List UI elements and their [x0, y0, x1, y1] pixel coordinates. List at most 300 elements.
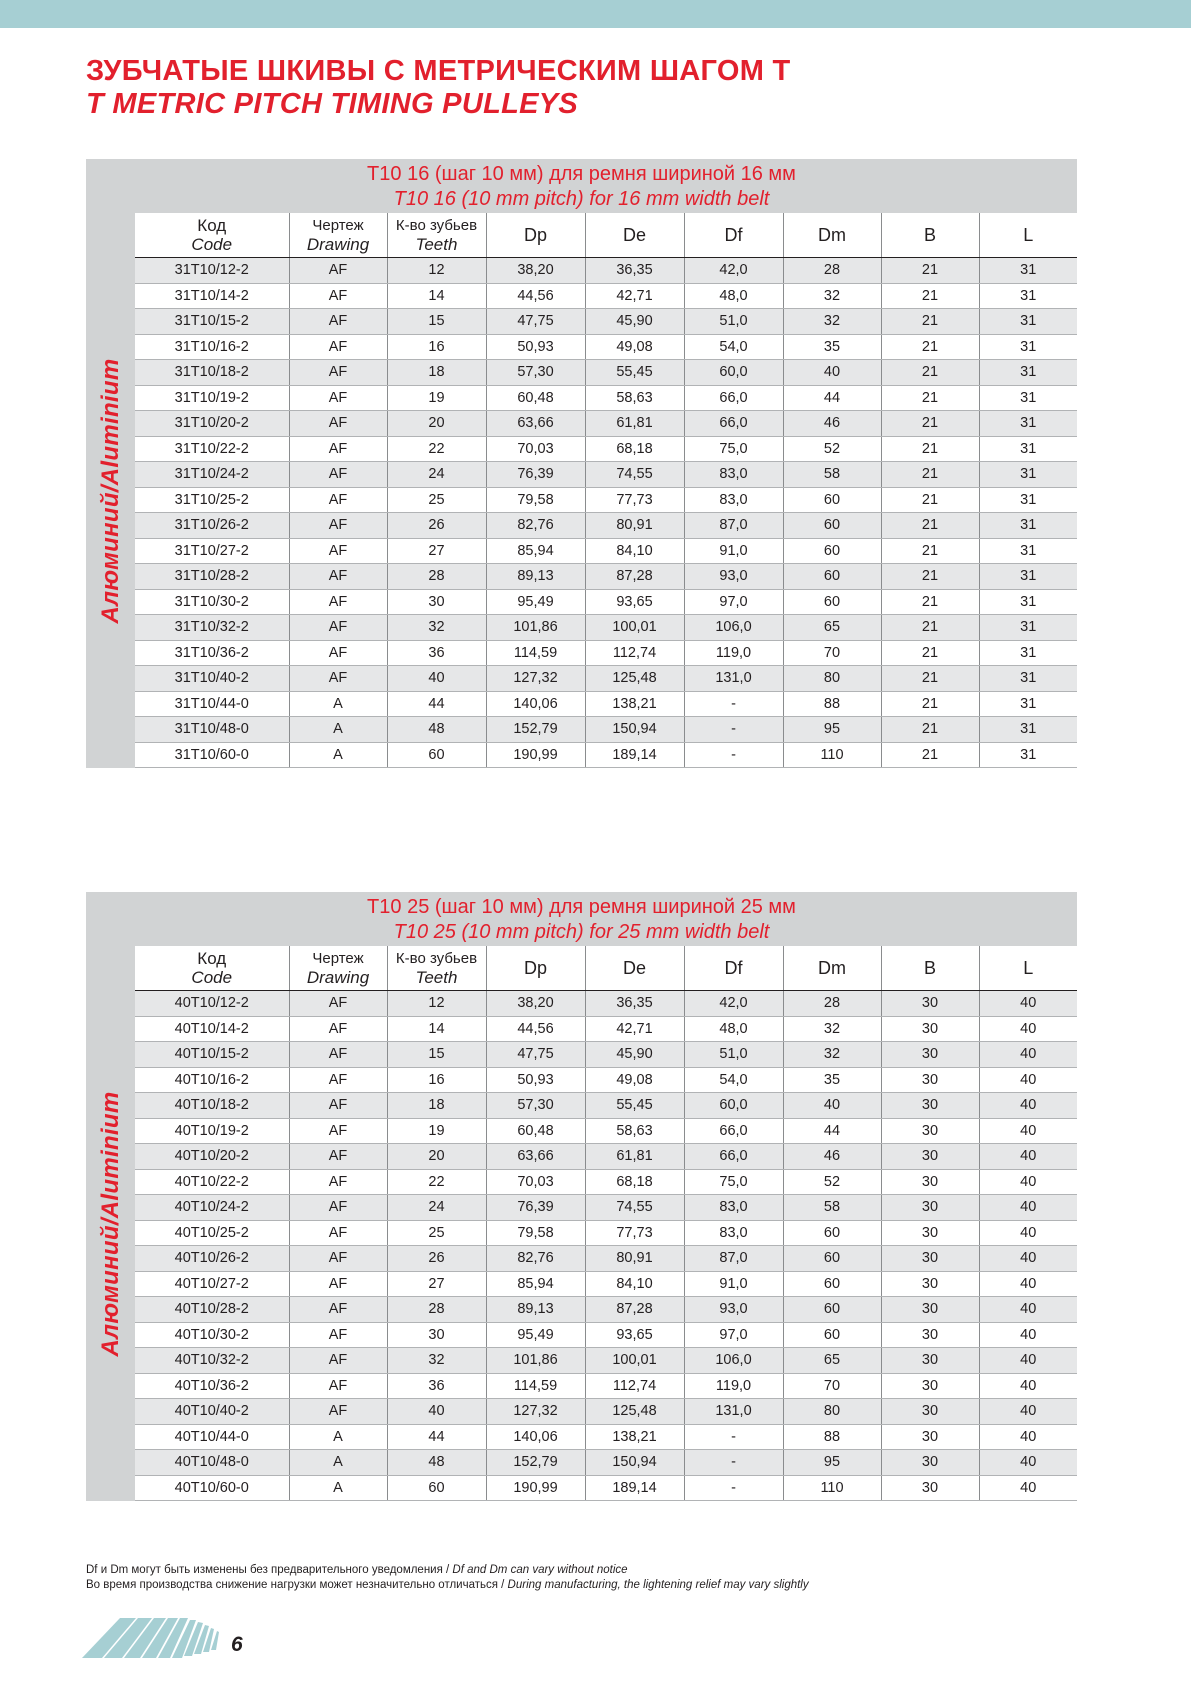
cell-b: 30 — [881, 1144, 979, 1170]
col-header-b: B — [881, 946, 979, 991]
cell-drawing: AF — [289, 1297, 387, 1323]
cell-dp: 101,86 — [486, 615, 585, 641]
cell-b: 21 — [881, 462, 979, 488]
table-row — [135, 360, 1077, 386]
cell-l: 40 — [979, 1169, 1077, 1195]
cell-b: 21 — [881, 717, 979, 743]
cell-dp: 44,56 — [486, 283, 585, 309]
cell-b: 21 — [881, 742, 979, 768]
cell-df: - — [684, 691, 783, 717]
col-header-df: Df — [684, 213, 783, 258]
cell-de: 68,18 — [585, 1169, 684, 1195]
cell-dm: 110 — [783, 1475, 881, 1501]
cell-dp: 47,75 — [486, 309, 585, 335]
cell-drawing: AF — [289, 666, 387, 692]
cell-df: 87,0 — [684, 513, 783, 539]
cell-b: 21 — [881, 436, 979, 462]
cell-teeth: 27 — [387, 538, 486, 564]
cell-dm: 110 — [783, 742, 881, 768]
cell-drawing: A — [289, 717, 387, 743]
cell-b: 30 — [881, 1297, 979, 1323]
cell-de: 45,90 — [585, 309, 684, 335]
cell-code: 31T10/19-2 — [135, 385, 289, 411]
cell-b: 30 — [881, 1322, 979, 1348]
cell-de: 112,74 — [585, 1373, 684, 1399]
cell-b: 21 — [881, 666, 979, 692]
cell-code: 31T10/12-2 — [135, 258, 289, 284]
cell-de: 100,01 — [585, 1348, 684, 1374]
cell-dm: 60 — [783, 564, 881, 590]
table-row — [135, 1118, 1077, 1144]
pulley-section-t10-16 — [86, 159, 1077, 768]
cell-df: - — [684, 1475, 783, 1501]
table-row — [135, 1322, 1077, 1348]
cell-code: 40T10/26-2 — [135, 1246, 289, 1272]
cell-teeth: 48 — [387, 717, 486, 743]
cell-drawing: AF — [289, 1348, 387, 1374]
cell-teeth: 60 — [387, 1475, 486, 1501]
cell-dm: 60 — [783, 538, 881, 564]
cell-dp: 95,49 — [486, 1322, 585, 1348]
col-header-code: Код Code — [135, 213, 289, 258]
table-row — [135, 1016, 1077, 1042]
table-row — [135, 283, 1077, 309]
table-row — [135, 742, 1077, 768]
cell-code: 40T10/19-2 — [135, 1118, 289, 1144]
cell-de: 36,35 — [585, 258, 684, 284]
cell-df: 119,0 — [684, 1373, 783, 1399]
cell-dm: 95 — [783, 1450, 881, 1476]
cell-b: 21 — [881, 258, 979, 284]
cell-b: 30 — [881, 1246, 979, 1272]
cell-df: 60,0 — [684, 360, 783, 386]
cell-code: 40T10/28-2 — [135, 1297, 289, 1323]
cell-drawing: AF — [289, 1220, 387, 1246]
cell-dp: 38,20 — [486, 991, 585, 1017]
cell-drawing: AF — [289, 1169, 387, 1195]
cell-drawing: AF — [289, 1093, 387, 1119]
cell-l: 40 — [979, 1093, 1077, 1119]
cell-drawing: AF — [289, 334, 387, 360]
cell-code: 31T10/32-2 — [135, 615, 289, 641]
table-row — [135, 1093, 1077, 1119]
table-row — [135, 615, 1077, 641]
cell-de: 36,35 — [585, 991, 684, 1017]
cell-de: 49,08 — [585, 1067, 684, 1093]
cell-teeth: 60 — [387, 742, 486, 768]
cell-dm: 65 — [783, 1348, 881, 1374]
cell-l: 40 — [979, 1399, 1077, 1425]
cell-code: 40T10/15-2 — [135, 1042, 289, 1068]
cell-code: 31T10/25-2 — [135, 487, 289, 513]
cell-dm: 70 — [783, 640, 881, 666]
cell-b: 30 — [881, 1042, 979, 1068]
cell-de: 189,14 — [585, 742, 684, 768]
col-header-dm: Dm — [783, 213, 881, 258]
cell-dm: 88 — [783, 691, 881, 717]
cell-drawing: AF — [289, 1322, 387, 1348]
cell-l: 40 — [979, 1348, 1077, 1374]
cell-teeth: 44 — [387, 1424, 486, 1450]
cell-dp: 76,39 — [486, 1195, 585, 1221]
cell-de: 80,91 — [585, 1246, 684, 1272]
table-row — [135, 538, 1077, 564]
cell-de: 125,48 — [585, 1399, 684, 1425]
cell-b: 30 — [881, 1169, 979, 1195]
cell-dm: 46 — [783, 1144, 881, 1170]
cell-dp: 63,66 — [486, 1144, 585, 1170]
cell-dp: 85,94 — [486, 1271, 585, 1297]
cell-code: 40T10/12-2 — [135, 991, 289, 1017]
cell-code: 31T10/18-2 — [135, 360, 289, 386]
section-title-ru: T10 16 (шаг 10 мм) для ремня шириной 16 мм — [367, 163, 796, 185]
cell-teeth: 26 — [387, 513, 486, 539]
cell-drawing: AF — [289, 1144, 387, 1170]
cell-df: 66,0 — [684, 411, 783, 437]
col-header-l: L — [979, 946, 1077, 991]
cell-dp: 57,30 — [486, 360, 585, 386]
cell-drawing: AF — [289, 283, 387, 309]
cell-dp: 82,76 — [486, 1246, 585, 1272]
cell-dp: 190,99 — [486, 1475, 585, 1501]
cell-l: 31 — [979, 309, 1077, 335]
cell-de: 93,65 — [585, 1322, 684, 1348]
col-header-de: De — [585, 213, 684, 258]
cell-dp: 140,06 — [486, 691, 585, 717]
cell-teeth: 32 — [387, 1348, 486, 1374]
cell-b: 30 — [881, 1475, 979, 1501]
cell-teeth: 18 — [387, 1093, 486, 1119]
cell-b: 21 — [881, 615, 979, 641]
cell-drawing: AF — [289, 1067, 387, 1093]
cell-teeth: 26 — [387, 1246, 486, 1272]
cell-df: 66,0 — [684, 1118, 783, 1144]
cell-teeth: 48 — [387, 1450, 486, 1476]
cell-teeth: 32 — [387, 615, 486, 641]
cell-dm: 60 — [783, 513, 881, 539]
cell-l: 40 — [979, 1195, 1077, 1221]
cell-df: 48,0 — [684, 283, 783, 309]
cell-code: 31T10/44-0 — [135, 691, 289, 717]
cell-code: 31T10/20-2 — [135, 411, 289, 437]
cell-df: 42,0 — [684, 991, 783, 1017]
cell-drawing: AF — [289, 360, 387, 386]
table-row — [135, 564, 1077, 590]
cell-de: 74,55 — [585, 1195, 684, 1221]
cell-b: 30 — [881, 1067, 979, 1093]
cell-drawing: AF — [289, 462, 387, 488]
cell-b: 21 — [881, 640, 979, 666]
cell-teeth: 28 — [387, 1297, 486, 1323]
col-header-dm: Dm — [783, 946, 881, 991]
col-header-drawing: Чертеж Drawing — [289, 946, 387, 991]
cell-dm: 28 — [783, 991, 881, 1017]
cell-l: 40 — [979, 1373, 1077, 1399]
cell-de: 80,91 — [585, 513, 684, 539]
cell-df: 60,0 — [684, 1093, 783, 1119]
cell-teeth: 27 — [387, 1271, 486, 1297]
cell-dp: 114,59 — [486, 1373, 585, 1399]
cell-de: 150,94 — [585, 1450, 684, 1476]
pulley-table — [135, 946, 1077, 1501]
cell-b: 30 — [881, 1093, 979, 1119]
cell-teeth: 19 — [387, 385, 486, 411]
cell-teeth: 30 — [387, 589, 486, 615]
cell-b: 21 — [881, 385, 979, 411]
cell-b: 30 — [881, 1016, 979, 1042]
cell-drawing: AF — [289, 436, 387, 462]
cell-de: 58,63 — [585, 385, 684, 411]
cell-de: 55,45 — [585, 1093, 684, 1119]
cell-teeth: 24 — [387, 1195, 486, 1221]
cell-drawing: AF — [289, 411, 387, 437]
table-header-row — [135, 946, 1077, 991]
cell-drawing: AF — [289, 1399, 387, 1425]
cell-dm: 60 — [783, 1322, 881, 1348]
cell-l: 31 — [979, 589, 1077, 615]
cell-df: 97,0 — [684, 1322, 783, 1348]
material-label: Алюминий/Aluminium — [96, 358, 124, 623]
cell-dm: 52 — [783, 1169, 881, 1195]
cell-teeth: 44 — [387, 691, 486, 717]
cell-dm: 28 — [783, 258, 881, 284]
cell-dm: 80 — [783, 1399, 881, 1425]
table-row — [135, 1475, 1077, 1501]
cell-dp: 79,58 — [486, 487, 585, 513]
section-header — [86, 892, 1077, 946]
cell-de: 58,63 — [585, 1118, 684, 1144]
cell-b: 21 — [881, 283, 979, 309]
cell-code: 40T10/24-2 — [135, 1195, 289, 1221]
table-row — [135, 462, 1077, 488]
cell-dp: 44,56 — [486, 1016, 585, 1042]
col-header-b: B — [881, 213, 979, 258]
cell-df: - — [684, 717, 783, 743]
cell-dm: 40 — [783, 360, 881, 386]
cell-dm: 35 — [783, 334, 881, 360]
cell-df: 131,0 — [684, 666, 783, 692]
cell-dp: 60,48 — [486, 1118, 585, 1144]
cell-dp: 85,94 — [486, 538, 585, 564]
cell-code: 31T10/22-2 — [135, 436, 289, 462]
cell-dp: 63,66 — [486, 411, 585, 437]
page-title-ru: ЗУБЧАТЫЕ ШКИВЫ С МЕТРИЧЕСКИМ ШАГОМ Т — [86, 55, 791, 87]
cell-teeth: 18 — [387, 360, 486, 386]
cell-df: 93,0 — [684, 1297, 783, 1323]
cell-teeth: 15 — [387, 1042, 486, 1068]
cell-de: 84,10 — [585, 538, 684, 564]
cell-de: 189,14 — [585, 1475, 684, 1501]
cell-l: 31 — [979, 538, 1077, 564]
cell-teeth: 14 — [387, 1016, 486, 1042]
table-row — [135, 640, 1077, 666]
page-title-en: T METRIC PITCH TIMING PULLEYS — [86, 88, 579, 120]
cell-de: 93,65 — [585, 589, 684, 615]
cell-code: 31T10/27-2 — [135, 538, 289, 564]
cell-dp: 95,49 — [486, 589, 585, 615]
cell-dm: 95 — [783, 717, 881, 743]
top-color-band — [0, 0, 1191, 28]
table-row — [135, 513, 1077, 539]
cell-code: 31T10/40-2 — [135, 666, 289, 692]
cell-drawing: A — [289, 742, 387, 768]
cell-l: 31 — [979, 640, 1077, 666]
cell-df: 54,0 — [684, 1067, 783, 1093]
cell-b: 30 — [881, 1118, 979, 1144]
cell-drawing: AF — [289, 615, 387, 641]
cell-l: 40 — [979, 1322, 1077, 1348]
cell-df: 91,0 — [684, 1271, 783, 1297]
table-row — [135, 258, 1077, 284]
col-header-dp: Dp — [486, 946, 585, 991]
cell-teeth: 22 — [387, 436, 486, 462]
table-row — [135, 1220, 1077, 1246]
cell-de: 49,08 — [585, 334, 684, 360]
cell-dm: 32 — [783, 1016, 881, 1042]
cell-code: 31T10/60-0 — [135, 742, 289, 768]
cell-b: 30 — [881, 1271, 979, 1297]
cell-b: 30 — [881, 1220, 979, 1246]
cell-l: 31 — [979, 487, 1077, 513]
page-number: 6 — [231, 1633, 243, 1656]
cell-de: 42,71 — [585, 1016, 684, 1042]
cell-code: 31T10/16-2 — [135, 334, 289, 360]
footnotes — [86, 1563, 809, 1593]
cell-de: 125,48 — [585, 666, 684, 692]
cell-teeth: 40 — [387, 666, 486, 692]
cell-dp: 70,03 — [486, 1169, 585, 1195]
col-header-code: Код Code — [135, 946, 289, 991]
cell-dp: 152,79 — [486, 717, 585, 743]
cell-code: 40T10/36-2 — [135, 1373, 289, 1399]
cell-dp: 152,79 — [486, 1450, 585, 1476]
cell-drawing: A — [289, 1450, 387, 1476]
cell-teeth: 22 — [387, 1169, 486, 1195]
cell-dm: 60 — [783, 487, 881, 513]
cell-df: 106,0 — [684, 615, 783, 641]
cell-df: - — [684, 1450, 783, 1476]
cell-code: 40T10/60-0 — [135, 1475, 289, 1501]
pulley-section-t10-25 — [86, 892, 1077, 1501]
table-row — [135, 436, 1077, 462]
table-header-row — [135, 213, 1077, 258]
cell-b: 30 — [881, 991, 979, 1017]
cell-drawing: AF — [289, 991, 387, 1017]
cell-code: 31T10/30-2 — [135, 589, 289, 615]
section-title-en: T10 16 (10 mm pitch) for 16 mm width belt — [393, 188, 770, 210]
cell-code: 40T10/44-0 — [135, 1424, 289, 1450]
material-side-label — [86, 213, 135, 768]
table-row — [135, 1042, 1077, 1068]
cell-de: 61,81 — [585, 411, 684, 437]
cell-df: 83,0 — [684, 1195, 783, 1221]
table-row — [135, 717, 1077, 743]
cell-l: 31 — [979, 360, 1077, 386]
cell-b: 21 — [881, 564, 979, 590]
cell-de: 84,10 — [585, 1271, 684, 1297]
cell-de: 77,73 — [585, 487, 684, 513]
cell-b: 30 — [881, 1195, 979, 1221]
cell-dp: 38,20 — [486, 258, 585, 284]
cell-l: 31 — [979, 564, 1077, 590]
cell-code: 31T10/14-2 — [135, 283, 289, 309]
cell-df: 97,0 — [684, 589, 783, 615]
cell-l: 31 — [979, 615, 1077, 641]
cell-l: 40 — [979, 1042, 1077, 1068]
cell-df: 83,0 — [684, 462, 783, 488]
cell-drawing: AF — [289, 589, 387, 615]
cell-l: 31 — [979, 742, 1077, 768]
cell-l: 40 — [979, 1246, 1077, 1272]
cell-drawing: AF — [289, 538, 387, 564]
cell-teeth: 36 — [387, 1373, 486, 1399]
table-row — [135, 1373, 1077, 1399]
cell-drawing: AF — [289, 564, 387, 590]
table-row — [135, 1297, 1077, 1323]
cell-b: 21 — [881, 360, 979, 386]
cell-code: 31T10/26-2 — [135, 513, 289, 539]
cell-de: 74,55 — [585, 462, 684, 488]
cell-dm: 58 — [783, 1195, 881, 1221]
material-label: Алюминий/Aluminium — [96, 1091, 124, 1356]
cell-df: 48,0 — [684, 1016, 783, 1042]
cell-dm: 60 — [783, 1271, 881, 1297]
cell-teeth: 30 — [387, 1322, 486, 1348]
cell-de: 68,18 — [585, 436, 684, 462]
cell-dp: 70,03 — [486, 436, 585, 462]
cell-code: 40T10/20-2 — [135, 1144, 289, 1170]
cell-code: 40T10/25-2 — [135, 1220, 289, 1246]
cell-l: 40 — [979, 991, 1077, 1017]
cell-dp: 89,13 — [486, 1297, 585, 1323]
cell-de: 138,21 — [585, 691, 684, 717]
table-row — [135, 589, 1077, 615]
cell-drawing: A — [289, 1424, 387, 1450]
table-row — [135, 1348, 1077, 1374]
cell-dm: 60 — [783, 1246, 881, 1272]
cell-de: 87,28 — [585, 564, 684, 590]
cell-dm: 32 — [783, 1042, 881, 1068]
table-row — [135, 1067, 1077, 1093]
cell-l: 31 — [979, 258, 1077, 284]
footnote-1: Df и Dm могут быть изменены без предварительного уведомления / Df and Dm can vary without notice — [86, 1564, 628, 1576]
table-row — [135, 1246, 1077, 1272]
table-row — [135, 1271, 1077, 1297]
cell-de: 77,73 — [585, 1220, 684, 1246]
cell-l: 40 — [979, 1220, 1077, 1246]
table-row — [135, 385, 1077, 411]
cell-b: 21 — [881, 691, 979, 717]
cell-code: 40T10/48-0 — [135, 1450, 289, 1476]
cell-drawing: A — [289, 1475, 387, 1501]
cell-code: 31T10/48-0 — [135, 717, 289, 743]
cell-b: 21 — [881, 589, 979, 615]
cell-drawing: AF — [289, 1195, 387, 1221]
cell-b: 21 — [881, 513, 979, 539]
cell-code: 31T10/28-2 — [135, 564, 289, 590]
cell-df: 93,0 — [684, 564, 783, 590]
cell-code: 40T10/30-2 — [135, 1322, 289, 1348]
cell-dm: 58 — [783, 462, 881, 488]
table-row — [135, 991, 1077, 1017]
cell-drawing: AF — [289, 1373, 387, 1399]
cell-code: 40T10/16-2 — [135, 1067, 289, 1093]
cell-code: 40T10/18-2 — [135, 1093, 289, 1119]
cell-teeth: 28 — [387, 564, 486, 590]
cell-dm: 52 — [783, 436, 881, 462]
cell-teeth: 25 — [387, 487, 486, 513]
cell-df: 66,0 — [684, 385, 783, 411]
